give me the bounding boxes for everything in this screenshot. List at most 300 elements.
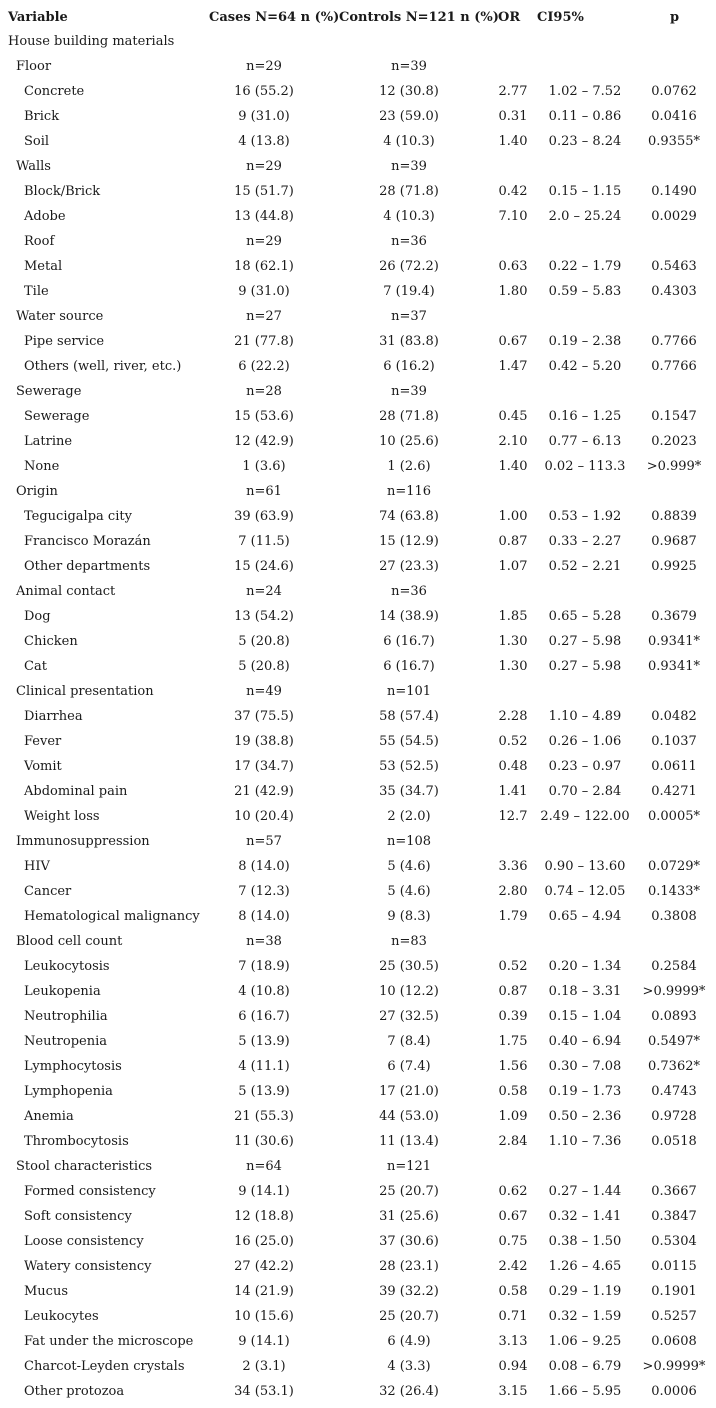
cell-ci: 2.49 – 122.00	[540, 809, 630, 824]
cell-p: 0.3847	[651, 1209, 697, 1224]
row-label: Weight loss	[24, 809, 100, 824]
cell-controls: 10 (25.6)	[379, 434, 439, 449]
cell-controls: 6 (7.4)	[387, 1059, 431, 1074]
cell-cases: 27 (42.2)	[234, 1259, 294, 1274]
cell-or: 1.56	[498, 1059, 528, 1074]
cell-controls: n=39	[391, 384, 427, 399]
table-row	[0, 554, 716, 579]
cell-or: 0.42	[498, 184, 528, 199]
row-label: Immunosuppression	[16, 834, 150, 849]
cell-cases: 21 (77.8)	[234, 334, 294, 349]
cell-controls: 12 (30.8)	[379, 84, 439, 99]
row-label: Other protozoa	[24, 1384, 125, 1399]
cell-ci: 1.10 – 4.89	[548, 709, 622, 724]
cell-ci: 0.22 – 1.79	[548, 259, 622, 274]
table-row	[0, 79, 716, 104]
cell-p: 0.1901	[651, 1284, 697, 1299]
cell-or: 1.00	[498, 509, 528, 524]
cell-controls: n=121	[386, 1159, 432, 1174]
cell-p: 0.2023	[651, 434, 697, 449]
cell-controls: 74 (63.8)	[379, 509, 439, 524]
row-label: Tile	[24, 284, 49, 299]
cell-p: 0.0005*	[648, 809, 700, 824]
row-label: Tegucigalpa city	[24, 509, 132, 524]
header-or: OR	[498, 10, 521, 25]
cell-cases: 5 (20.8)	[238, 634, 290, 649]
table-row	[0, 504, 716, 529]
cell-controls: 23 (59.0)	[379, 109, 439, 124]
cell-cases: 2 (3.1)	[242, 1359, 286, 1374]
row-label: Leukopenia	[24, 984, 101, 999]
table-row	[0, 154, 716, 179]
table-row	[0, 629, 716, 654]
cell-p: 0.1490	[651, 184, 697, 199]
cell-or: 2.84	[498, 1134, 528, 1149]
cell-ci: 0.90 – 13.60	[544, 859, 626, 874]
table-row	[0, 379, 716, 404]
cell-cases: 15 (53.6)	[234, 409, 294, 424]
cell-or: 1.85	[498, 609, 528, 624]
table-row	[0, 179, 716, 204]
cell-controls: 4 (10.3)	[383, 209, 435, 224]
row-label: Fat under the microscope	[24, 1334, 194, 1349]
cell-cases: 4 (11.1)	[238, 1059, 290, 1074]
table-row	[0, 1329, 716, 1354]
cell-ci: 0.19 – 1.73	[548, 1084, 622, 1099]
cell-p: 0.2584	[651, 959, 697, 974]
cell-p: >0.9999*	[642, 1359, 706, 1374]
cell-cases: n=38	[246, 934, 282, 949]
cell-cases: 18 (62.1)	[234, 259, 294, 274]
header-p: p	[670, 10, 680, 25]
row-label: Clinical presentation	[16, 684, 154, 699]
row-label: Formed consistency	[24, 1184, 156, 1199]
cell-or: 1.30	[498, 634, 528, 649]
row-label: Metal	[24, 259, 63, 274]
cell-cases: 9 (31.0)	[238, 284, 290, 299]
cell-cases: 9 (31.0)	[238, 109, 290, 124]
cell-or: 0.67	[498, 1209, 528, 1224]
cell-or: 1.40	[498, 459, 528, 474]
cell-ci: 0.42 – 5.20	[548, 359, 622, 374]
cell-cases: n=28	[246, 384, 282, 399]
table-row	[0, 854, 716, 879]
cell-p: >0.9999*	[642, 984, 706, 999]
cell-ci: 0.50 – 2.36	[548, 1109, 622, 1124]
cell-cases: 5 (20.8)	[238, 659, 290, 674]
cell-p: >0.999*	[646, 459, 702, 474]
cell-or: 0.52	[498, 734, 528, 749]
row-label: Cancer	[24, 884, 72, 899]
cell-cases: 15 (24.6)	[234, 559, 294, 574]
cell-cases: 10 (15.6)	[234, 1309, 294, 1324]
cell-or: 0.52	[498, 959, 528, 974]
cell-ci: 1.26 – 4.65	[548, 1259, 622, 1274]
row-label: Charcot-Leyden crystals	[24, 1359, 185, 1374]
cell-ci: 0.20 – 1.34	[548, 959, 622, 974]
cell-cases: 7 (18.9)	[238, 959, 290, 974]
cell-ci: 0.27 – 1.44	[548, 1184, 622, 1199]
cell-cases: 17 (34.7)	[234, 759, 294, 774]
row-label: Thrombocytosis	[24, 1134, 129, 1149]
cell-controls: 31 (25.6)	[379, 1209, 439, 1224]
cell-ci: 0.23 – 8.24	[548, 134, 622, 149]
cell-ci: 0.23 – 0.97	[548, 759, 622, 774]
cell-ci: 0.30 – 7.08	[548, 1059, 622, 1074]
cell-or: 0.94	[498, 1359, 528, 1374]
cell-cases: 15 (51.7)	[234, 184, 294, 199]
row-label: Anemia	[24, 1109, 74, 1124]
cell-cases: 4 (13.8)	[238, 134, 290, 149]
header-ci: CI95%	[537, 10, 584, 25]
cell-cases: 14 (21.9)	[234, 1284, 294, 1299]
cell-controls: 37 (30.6)	[379, 1234, 439, 1249]
cell-cases: 39 (63.9)	[234, 509, 294, 524]
table-row	[0, 929, 716, 954]
cell-controls: 39 (32.2)	[379, 1284, 439, 1299]
row-label: Francisco Morazán	[24, 534, 151, 549]
cell-cases: 1 (3.6)	[242, 459, 286, 474]
table-row	[0, 354, 716, 379]
cell-cases: 21 (55.3)	[234, 1109, 294, 1124]
row-label: Diarrhea	[24, 709, 83, 724]
row-label: Sewerage	[24, 409, 90, 424]
cell-controls: 5 (4.6)	[387, 859, 431, 874]
cell-controls: n=39	[391, 159, 427, 174]
row-label: Cat	[24, 659, 47, 674]
cell-p: 0.5497*	[648, 1034, 700, 1049]
row-label: HIV	[24, 859, 50, 874]
row-label: Chicken	[24, 634, 78, 649]
table-row	[0, 604, 716, 629]
cell-controls: 11 (13.4)	[379, 1134, 439, 1149]
cell-p: 0.0115	[651, 1259, 697, 1274]
table-row	[0, 1304, 716, 1329]
table-row	[0, 1279, 716, 1304]
cell-controls: 15 (12.9)	[379, 534, 439, 549]
cell-ci: 0.65 – 4.94	[548, 909, 622, 924]
cell-p: 0.0762	[651, 84, 697, 99]
cell-p: 0.8839	[651, 509, 697, 524]
table-row	[0, 1079, 716, 1104]
cell-or: 1.09	[498, 1109, 528, 1124]
cell-ci: 0.15 – 1.04	[548, 1009, 622, 1024]
cell-cases: 5 (13.9)	[238, 1084, 290, 1099]
row-label: Floor	[16, 59, 52, 74]
cell-cases: 16 (55.2)	[234, 84, 294, 99]
cell-p: 0.0416	[651, 109, 697, 124]
cell-p: 0.0029	[651, 209, 697, 224]
cell-ci: 0.32 – 1.59	[548, 1309, 622, 1324]
cell-or: 0.63	[498, 259, 528, 274]
cell-controls: n=83	[391, 934, 427, 949]
table-row	[0, 1254, 716, 1279]
row-label: Adobe	[24, 209, 66, 224]
table-row	[0, 729, 716, 754]
table-row	[0, 754, 716, 779]
cell-p: 0.7362*	[648, 1059, 700, 1074]
table-row	[0, 804, 716, 829]
table-row	[0, 904, 716, 929]
table-row	[0, 129, 716, 154]
cell-cases: 6 (16.7)	[238, 1009, 290, 1024]
table-row	[0, 679, 716, 704]
cell-or: 1.80	[498, 284, 528, 299]
cell-p: 0.1547	[651, 409, 697, 424]
cell-cases: n=49	[246, 684, 282, 699]
cell-cases: 6 (22.2)	[238, 359, 290, 374]
cell-ci: 0.27 – 5.98	[548, 659, 622, 674]
cell-cases: n=29	[246, 234, 282, 249]
row-label: Pipe service	[24, 334, 105, 349]
table-row	[0, 879, 716, 904]
cell-controls: n=37	[391, 309, 427, 324]
cell-p: 0.7766	[651, 359, 697, 374]
cell-controls: 55 (54.5)	[379, 734, 439, 749]
cell-ci: 0.77 – 6.13	[548, 434, 622, 449]
cell-or: 0.87	[498, 984, 528, 999]
table-row	[0, 104, 716, 129]
cell-controls: 25 (20.7)	[379, 1309, 439, 1324]
cell-controls: 1 (2.6)	[387, 459, 431, 474]
cell-ci: 0.74 – 12.05	[544, 884, 626, 899]
cell-controls: 25 (30.5)	[379, 959, 439, 974]
cell-p: 0.3808	[651, 909, 697, 924]
cell-p: 0.0729*	[648, 859, 700, 874]
cell-or: 1.79	[498, 909, 528, 924]
cell-controls: 28 (23.1)	[379, 1259, 439, 1274]
row-label: Latrine	[24, 434, 73, 449]
row-label: Origin	[16, 484, 58, 499]
cell-controls: n=108	[386, 834, 432, 849]
cell-controls: 28 (71.8)	[379, 409, 439, 424]
row-label: Other departments	[24, 559, 151, 574]
cell-ci: 0.02 – 113.3	[544, 459, 626, 474]
header-controls: Controls N=121 n (%)	[339, 10, 499, 25]
row-label: Hematological malignancy	[24, 909, 200, 924]
row-label: Dog	[24, 609, 51, 624]
cell-controls: 25 (20.7)	[379, 1184, 439, 1199]
cell-cases: n=64	[246, 1159, 282, 1174]
cell-p: 0.9728	[651, 1109, 697, 1124]
table-row	[0, 304, 716, 329]
cell-cases: 5 (13.9)	[238, 1034, 290, 1049]
cell-p: 0.7766	[651, 334, 697, 349]
cell-or: 1.07	[498, 559, 528, 574]
cell-p: 0.3679	[651, 609, 697, 624]
cell-ci: 0.70 – 2.84	[548, 784, 622, 799]
cell-cases: 4 (10.8)	[238, 984, 290, 999]
cell-p: 0.9687	[651, 534, 697, 549]
table-row	[0, 579, 716, 604]
cell-ci: 0.16 – 1.25	[548, 409, 622, 424]
cell-or: 0.58	[498, 1284, 528, 1299]
cell-or: 0.62	[498, 1184, 528, 1199]
row-label: Leukocytosis	[24, 959, 110, 974]
cell-controls: 6 (16.7)	[383, 634, 435, 649]
table-row	[0, 779, 716, 804]
cell-or: 3.13	[498, 1334, 528, 1349]
cell-p: 0.5304	[651, 1234, 697, 1249]
cell-ci: 0.27 – 5.98	[548, 634, 622, 649]
cell-cases: n=29	[246, 59, 282, 74]
cell-cases: 34 (53.1)	[234, 1384, 294, 1399]
cell-cases: 7 (12.3)	[238, 884, 290, 899]
table-row	[0, 1204, 716, 1229]
table-row	[0, 29, 716, 54]
cell-controls: 7 (19.4)	[383, 284, 435, 299]
cell-controls: 9 (8.3)	[387, 909, 431, 924]
table-row	[0, 1179, 716, 1204]
cell-cases: 12 (42.9)	[234, 434, 294, 449]
cell-cases: n=61	[246, 484, 282, 499]
cell-p: 0.1433*	[648, 884, 700, 899]
table-row	[0, 454, 716, 479]
row-label: Blood cell count	[16, 934, 123, 949]
cell-p: 0.4303	[651, 284, 697, 299]
cell-or: 2.77	[498, 84, 528, 99]
cell-or: 0.31	[498, 109, 528, 124]
row-label: Concrete	[24, 84, 85, 99]
cell-controls: 4 (10.3)	[383, 134, 435, 149]
cell-controls: 10 (12.2)	[379, 984, 439, 999]
cell-cases: 37 (75.5)	[234, 709, 294, 724]
cell-controls: 53 (52.5)	[379, 759, 439, 774]
cell-ci: 0.53 – 1.92	[548, 509, 622, 524]
cell-cases: 13 (44.8)	[234, 209, 294, 224]
cell-ci: 0.33 – 2.27	[548, 534, 622, 549]
row-label: Animal contact	[16, 584, 116, 599]
cell-controls: 27 (23.3)	[379, 559, 439, 574]
cell-cases: n=27	[246, 309, 282, 324]
cell-ci: 1.06 – 9.25	[548, 1334, 622, 1349]
row-label: Fever	[24, 734, 62, 749]
cell-p: 0.1037	[651, 734, 697, 749]
cell-or: 1.75	[498, 1034, 528, 1049]
cell-or: 0.58	[498, 1084, 528, 1099]
cell-cases: 13 (54.2)	[234, 609, 294, 624]
row-label: Abdominal pain	[24, 784, 128, 799]
row-label: Soft consistency	[24, 1209, 132, 1224]
cell-controls: n=116	[386, 484, 432, 499]
table-row	[0, 1379, 716, 1404]
cell-controls: 32 (26.4)	[379, 1384, 439, 1399]
row-label: Block/Brick	[24, 184, 101, 199]
table-row	[0, 1154, 716, 1179]
cell-p: 0.0611	[651, 759, 697, 774]
cell-p: 0.9341*	[648, 659, 700, 674]
cell-controls: 6 (16.7)	[383, 659, 435, 674]
table-row	[0, 1104, 716, 1129]
row-label: Soil	[24, 134, 50, 149]
cell-p: 0.9341*	[648, 634, 700, 649]
row-label: Lymphopenia	[24, 1084, 113, 1099]
cell-or: 0.48	[498, 759, 528, 774]
table-row	[0, 654, 716, 679]
cell-or: 0.45	[498, 409, 528, 424]
cell-cases: 9 (14.1)	[238, 1334, 290, 1349]
cell-cases: 12 (18.8)	[234, 1209, 294, 1224]
table-row	[0, 1354, 716, 1379]
table-row	[0, 229, 716, 254]
row-label: Mucus	[24, 1284, 69, 1299]
cell-p: 0.0518	[651, 1134, 697, 1149]
cell-p: 0.5463	[651, 259, 697, 274]
cell-controls: 27 (32.5)	[379, 1009, 439, 1024]
cell-cases: 16 (25.0)	[234, 1234, 294, 1249]
cell-or: 2.42	[498, 1259, 528, 1274]
cell-p: 0.4271	[651, 784, 697, 799]
cell-or: 3.36	[498, 859, 528, 874]
table-row	[0, 829, 716, 854]
cell-ci: 0.08 – 6.79	[548, 1359, 622, 1374]
row-label: Walls	[16, 159, 51, 174]
cell-controls: n=36	[391, 234, 427, 249]
table-row	[0, 1029, 716, 1054]
table-row	[0, 329, 716, 354]
table-row	[0, 1004, 716, 1029]
table-row	[0, 429, 716, 454]
cell-controls: 7 (8.4)	[387, 1034, 431, 1049]
cell-cases: 11 (30.6)	[234, 1134, 294, 1149]
cell-ci: 0.65 – 5.28	[548, 609, 622, 624]
row-label: Sewerage	[16, 384, 82, 399]
cell-ci: 1.10 – 7.36	[548, 1134, 622, 1149]
cell-p: 0.0893	[651, 1009, 697, 1024]
cell-p: 0.5257	[651, 1309, 697, 1324]
cell-or: 1.47	[498, 359, 528, 374]
table-row	[0, 204, 716, 229]
cell-controls: 17 (21.0)	[379, 1084, 439, 1099]
cell-or: 0.87	[498, 534, 528, 549]
cell-ci: 0.26 – 1.06	[548, 734, 622, 749]
cell-or: 1.40	[498, 134, 528, 149]
cell-controls: 2 (2.0)	[387, 809, 431, 824]
cell-p: 0.9355*	[648, 134, 700, 149]
cell-p: 0.9925	[651, 559, 697, 574]
table-row	[0, 979, 716, 1004]
header-cases: Cases N=64 n (%)	[209, 10, 340, 25]
table-row	[0, 479, 716, 504]
cell-ci: 0.19 – 2.38	[548, 334, 622, 349]
cell-ci: 0.18 – 3.31	[548, 984, 622, 999]
cell-ci: 2.0 – 25.24	[548, 209, 622, 224]
cell-controls: 14 (38.9)	[379, 609, 439, 624]
table-row	[0, 279, 716, 304]
cell-cases: 9 (14.1)	[238, 1184, 290, 1199]
row-label: Neutropenia	[24, 1034, 108, 1049]
cell-cases: n=57	[246, 834, 282, 849]
cell-ci: 0.15 – 1.15	[548, 184, 622, 199]
row-label: House building materials	[8, 34, 175, 49]
row-label: Loose consistency	[24, 1234, 144, 1249]
cell-p: 0.4743	[651, 1084, 697, 1099]
cell-or: 0.75	[498, 1234, 528, 1249]
cell-controls: 6 (4.9)	[387, 1334, 431, 1349]
cell-ci: 0.32 – 1.41	[548, 1209, 622, 1224]
row-label: Watery consistency	[24, 1259, 152, 1274]
cell-or: 1.41	[498, 784, 528, 799]
table-row	[0, 704, 716, 729]
cell-p: 0.3667	[651, 1184, 697, 1199]
table-row	[0, 954, 716, 979]
cell-or: 0.67	[498, 334, 528, 349]
cell-or: 12.7	[498, 809, 528, 824]
cell-ci: 0.40 – 6.94	[548, 1034, 622, 1049]
cell-or: 0.39	[498, 1009, 528, 1024]
cell-controls: n=36	[391, 584, 427, 599]
cell-controls: 58 (57.4)	[379, 709, 439, 724]
